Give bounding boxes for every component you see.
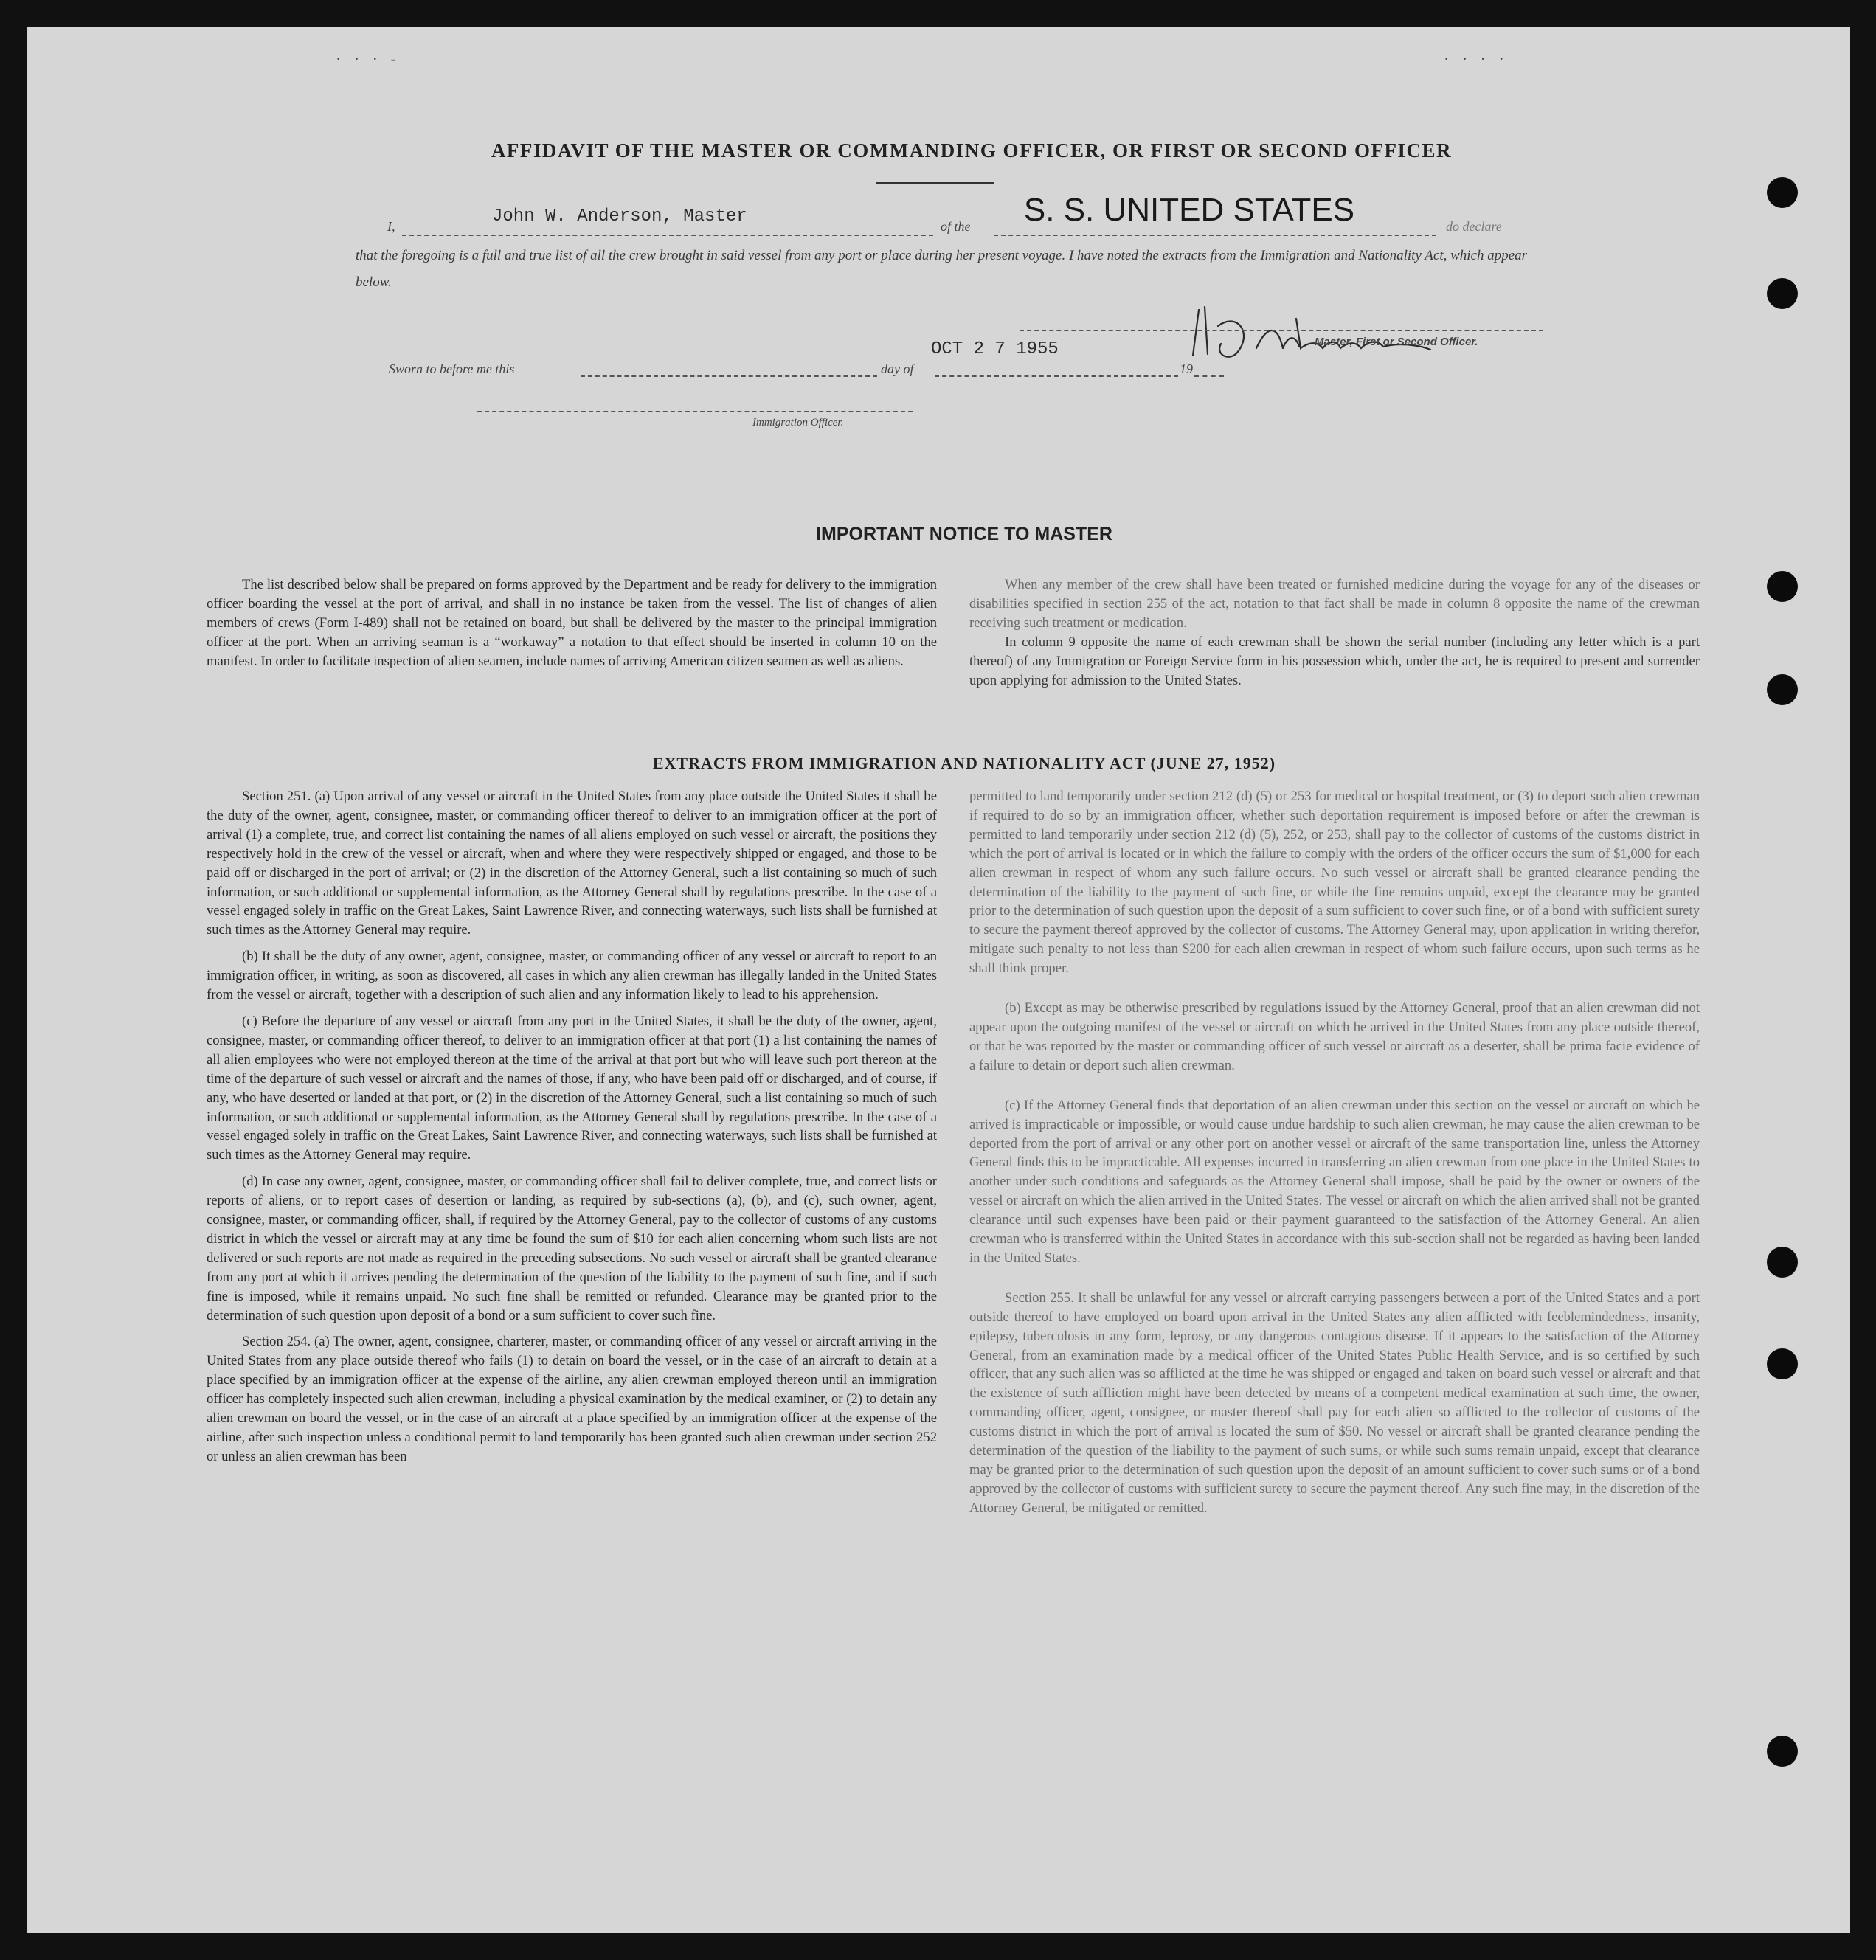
binder-hole — [1767, 571, 1798, 602]
extract-paragraph: (c) Before the departure of any vessel or aircraft from any port in the United States, it shall be the duty of the owner, agent, consignee, master, or commanding officer thereof, to deliver to an immigration officer at that port (1) a list containing the names of all alien employees who were not employed thereon at the time of the arrival at that port but who will leave such port thereon at the time of the departure of such vessel or aircraft and the names of those, if any, who have been paid off or discharged, and of course, if any, who have deserted or landed at that port, or (2) in the discretion of the Attorney General, such a list containing so much of such information, or such additional or supplemental information, as the Attorney General shall by regulations prescribe. In the case of a vessel engaged solely in traffic on the Great Lakes, Saint Lawrence River, and connecting waterways, such lists shall be furnished at such times as the Attorney General may require. — [207, 1013, 937, 1163]
date-stamp: OCT 2 7 1955 — [931, 339, 1059, 359]
extract-paragraph: (b) Except as may be otherwise prescribed by regulations issued by the Attorney General, proof that an alien crewman did not appear upon the outgoing manifest of the vessel or aircraft on which he arrived in the United States from any place outside thereof, or that he was reported by the master or commanding officer of such vessel or aircraft as a deserter, shall be prima facie evidence of a failure to detain or deport such alien crewman. — [969, 1000, 1700, 1073]
signature-line — [1020, 330, 1543, 331]
edge-marks-right: · · · · — [1444, 49, 1509, 68]
extract-paragraph: (b) It shall be the duty of any owner, agent, consignee, master, or commanding officer of any vessel or aircraft to report to an immigration officer, in writing, as soon as discovered, all cases in which any alien crewman has illegally landed in the United States from the vessel or aircraft, together with a description of such alien and any information likely to lead to his apprehension. — [207, 949, 937, 1003]
document-page — [27, 27, 1850, 1933]
sworn-label: Sworn to before me this — [389, 361, 515, 376]
officer-line — [477, 411, 913, 412]
year-prefix: 19 — [1180, 361, 1193, 376]
extracts-right-column — [969, 787, 1700, 1526]
binder-hole — [1767, 1736, 1798, 1767]
vessel-line — [994, 235, 1436, 236]
notice-title: IMPORTANT NOTICE TO MASTER — [816, 524, 1112, 544]
extract-paragraph: Section 254. (a) The owner, agent, consignee, charterer, master, or commanding officer of any vessel or aircraft arriving in the United States from any place outside thereof who fails (1) to detain on board the vessel, or in the case of an aircraft to detain at a place specified by an immigration officer at the expense of the airline, any alien crewman employed thereon until an immigration officer has completely inspected such alien crewman, including a physical examination by the medical examiner, or (2) to detain any alien crewman on board the vessel, or in the case of an aircraft at a place specified by an immigration officer at the expense of the airline, after such inspection unless a conditional permit to land temporarily has been granted such alien crewman under section 252 or unless an alien crewman has been — [207, 1334, 937, 1464]
vessel-name-field: S. S. UNITED STATES — [1023, 192, 1355, 228]
extract-paragraph: Section 255. It shall be unlawful for any vessel or aircraft carrying passengers between a port of the United States and a port outside thereof to have employed on board upon arrival in the United States any alien afflicted with feeblemindedness, insanity, epilepsy, tuberculosis in any form, leprosy, or any dangerous contagious disease. If it appears to the satisfaction of the Attorney General, from an examination made by a medical officer of the United States Public Health Service, and is so certified by such officer, that any such alien was so afflicted at the time he was shipped or engaged and taken on board such vessel or aircraft and that the existence of such affliction might have been detected by means of a competent medical examination at such time, the owner, commanding officer, agent, consignee, or master thereof shall pay for each alien so afflicted to the collector of customs of the customs district in which the port of arrival is located the sum of $50. No vessel or aircraft shall be granted clearance pending the determination of the question of the liability to the payment of such sums, or while such sums remain unpaid, except that clearance may be granted prior to the determination of such question upon the deposit of an amount sufficient to cover such sums or of a bond approved by the collector of customs with sufficient surety to secure the payment thereof. Any such fine may, in the discretion of the Attorney General, be mitigated or remitted. — [969, 1289, 1700, 1516]
declaration-text: that the foregoing is a full and true list of all the crew brought in said vessel from any port or place during her present voyage. I have noted the extracts from the Immigration and Nationality Act, which appear below. — [356, 248, 1528, 290]
binder-hole — [1767, 177, 1798, 208]
label-of-the: of the — [941, 219, 971, 234]
notice-left-column — [207, 575, 937, 671]
extracts-left-column — [207, 787, 937, 1474]
day-line — [581, 375, 877, 377]
day-of-label: day of — [881, 361, 914, 376]
affidavit-title: AFFIDAVIT OF THE MASTER OR COMMANDING OFFICER, OR FIRST OR SECOND OFFICER — [491, 139, 1453, 162]
label-do-declare: do declare — [1446, 219, 1502, 234]
notice-paragraph: When any member of the crew shall have been treated or furnished medicine during the voyage for any of the diseases or disabilities specified in section 255 of the act, notation to that fact shall be made in column 8 opposite the name of the crewman receiving such treatment or medication. — [969, 577, 1700, 631]
binder-hole — [1767, 674, 1798, 705]
extract-paragraph: Section 251. (a) Upon arrival of any vessel or aircraft in the United States from any place outside the United States it shall be the duty of the owner, agent, consignee, master, or commanding officer thereof to deliver to an immigration officer at the port of arrival (1) a complete, true, and correct list containing the names of all aliens employed on such vessel or aircraft, the positions they respectively hold in the crew of the vessel or aircraft, when and where they were respectively shipped or engaged, and those to be paid off or discharged in the port of arrival; or (2) in the discretion of the Attorney General, such a list containing so much of such information, or such additional or supplemental information, as the Attorney General shall by regulations prescribe. In the case of a vessel engaged solely in traffic on the Great Lakes, Saint Lawrence River, and connecting waterways, such lists shall be furnished at such times as the Attorney General may require. — [207, 789, 937, 938]
binder-hole — [1767, 1348, 1798, 1379]
edge-marks-left: · · · - — [336, 49, 401, 68]
month-line — [935, 375, 1178, 377]
immigration-officer-label: Immigration Officer. — [752, 417, 844, 429]
name-line — [402, 235, 933, 236]
binder-hole — [1767, 278, 1798, 309]
notice-paragraph: The list described below shall be prepared on forms approved by the Department and be ready for delivery to the immigration officer boarding the vessel at the port of arrival, and shall in no instance be taken from the vessel. The list of changes of alien members of crews (Form I-489) shall not be retained on board, but shall be delivered by the master to the principal immigration officer at the port. When an arriving seaman is a “workaway” a notation to that effect should be inserted in column 10 on the manifest. In order to facilitate inspection of alien seamen, include names of arriving American citizen seamen as well as aliens. — [207, 577, 937, 669]
notice-paragraph: In column 9 opposite the name of each crewman shall be shown the serial number (including any letter which is a part thereof) of any Immigration or Foreign Service form in his possession which, under the act, he is required to present and surrender upon applying for admission to the United States. — [969, 634, 1700, 688]
binder-hole — [1767, 1247, 1798, 1278]
label-i: I, — [387, 219, 395, 234]
extracts-title: EXTRACTS FROM IMMIGRATION AND NATIONALITY ACT (JUNE 27, 1952) — [652, 754, 1276, 772]
title-rule — [876, 182, 994, 184]
master-name-field: John W. Anderson, Master — [492, 207, 747, 226]
extract-paragraph: (c) If the Attorney General finds that deportation of an alien crewman under this section on the vessel or aircraft on which he arrived is impracticable or impossible, or would cause undue hardship to such alien crewman, he may cause the alien crewman to be deported from the port of arrival or any other port on another vessel or aircraft of the same transportation line, unless the Attorney General finds this to be impracticable. All expenses incurred in transferring an alien crewman from one place in the United States to another under such conditions and safeguards as the Attorney General shall impose, shall be paid by the owner or owners of the vessel or aircraft on which the alien arrived in the United States. The vessel or aircraft on which the alien arrived shall not be granted clearance until such expenses have been paid or their payment guaranteed to the satisfaction of the Attorney General. An alien crewman who is transferred within the United States in accordance with this sub-section shall not be regarded as having been landed in the United States. — [969, 1097, 1700, 1266]
master-title-label: Master, First or Second Officer. — [1315, 336, 1478, 348]
notice-right-column — [969, 575, 1700, 690]
extract-paragraph: permitted to land temporarily under section 212 (d) (5) or 253 for medical or hospital treatment, or (3) to deport such alien crewman if required to do so by an immigration officer, whether such deportation requirement is imposed before or after the crewman is permitted to land temporarily under section 212 (d) (5), 252, or 253, shall pay to the collector of customs of the customs district in which the port of arrival is located or in which the failure to comply with the orders of the officer occurs the sum of $1,000 for each alien crewman in respect of whom any such failure occurs. No such vessel or aircraft shall be granted clearance pending the determination of the liability to the payment of such fine, or while the fine remains unpaid, except the clearance may be granted prior to the determination of such question upon the deposit of a sum sufficient to cover such fine, or of a bond with sufficient surety to secure the payment thereof approved by the collector of customs. The Attorney General may, upon application in writing therefor, mitigate such penalty to not less than $200 for each alien crewman in respect of whom such failure occurs, upon such terms as he shall think proper. — [969, 789, 1700, 977]
year-line — [1194, 375, 1224, 377]
extract-paragraph: (d) In case any owner, agent, consignee, master, or commanding officer shall fail to deliver complete, true, and correct lists or reports of aliens, or to report cases of desertion or landing, as required by sub-sections (a), (b), and (c), such owner, agent, consignee, master, or commanding officer, shall, if required by the Attorney General, pay to the collector of customs of any customs district in which the vessel or aircraft may at any time be found the sum of $10 for each alien concerning whom such lists are not delivered or such reports are not made as required in the preceding subsections. No such vessel or aircraft shall be granted clearance from any port at which it arrives pending the determination of the question of the liability to the payment of such fine, and if such fine is imposed, while it remains unpaid. No such fine shall be remitted or refunded. Clearance may be granted prior to the determination of such question upon deposit of a bond or a sum sufficient to cover such fine. — [207, 1174, 937, 1323]
